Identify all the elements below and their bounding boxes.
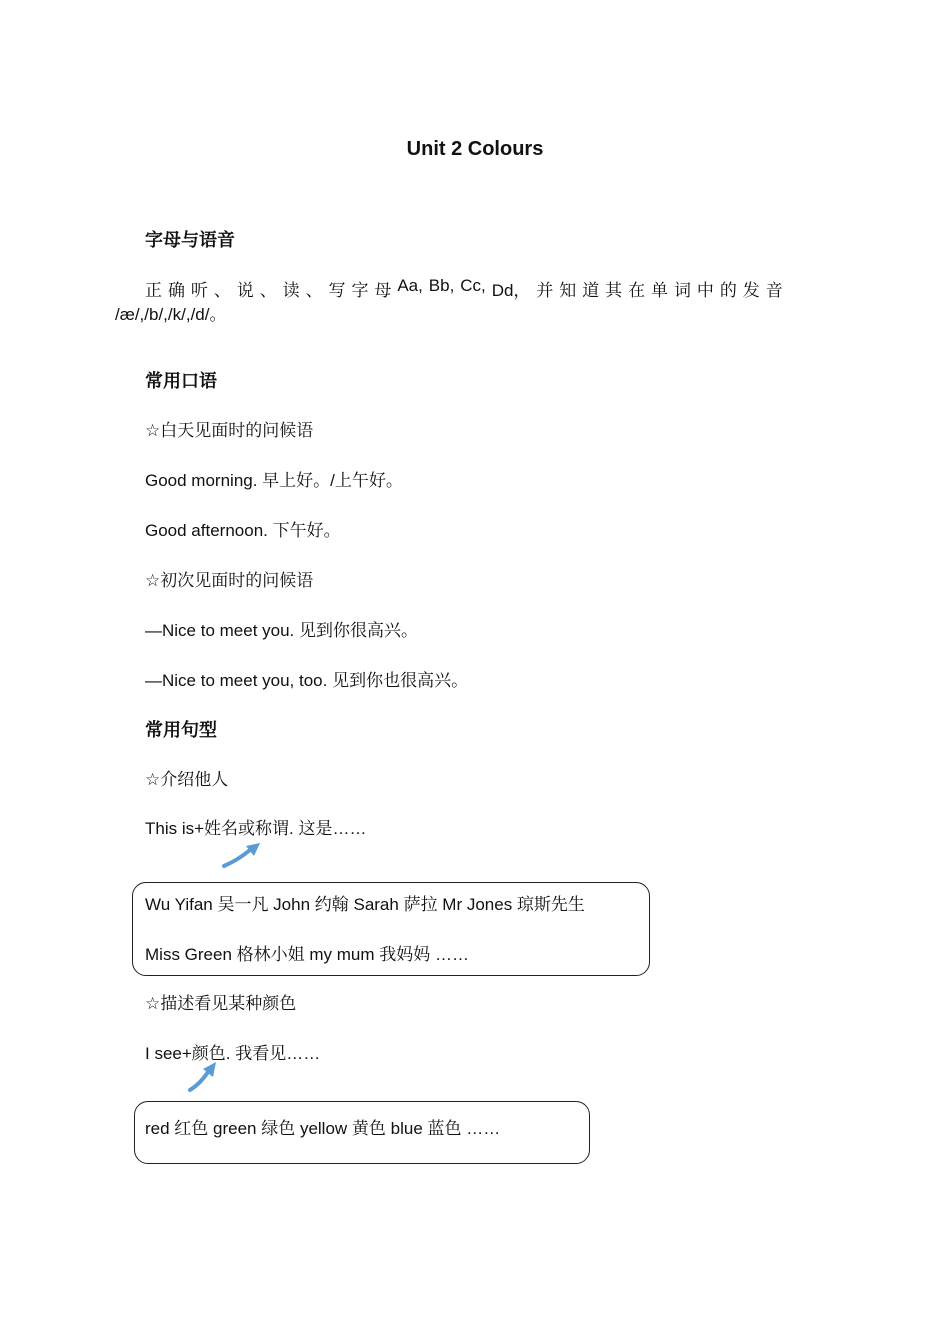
oral-star-daytime: ☆白天见面时的问候语	[145, 421, 314, 440]
letters-line-1-token: 母	[374, 281, 392, 300]
letters-line-1-token: 知	[559, 281, 577, 300]
pattern-see: I see+颜色. 我看见……	[145, 1044, 321, 1063]
letters-line-1-token: 中	[696, 281, 714, 300]
letters-line-1-token: 说	[236, 281, 254, 300]
letters-line-1-token: 音	[765, 281, 783, 300]
letters-line-1-token: 字	[351, 281, 369, 300]
patterns-star-colour: ☆描述看见某种颜色	[145, 994, 297, 1013]
letters-line-1-token: Bb,	[428, 276, 455, 295]
letters-line-1-token: 在	[628, 281, 646, 300]
colours-line: red 红色 green 绿色 yellow 黄色 blue 蓝色 ……	[145, 1119, 501, 1138]
greeting-afternoon: Good afternoon. 下午好。	[145, 521, 341, 540]
names-line-2: Miss Green 格林小姐 my mum 我妈妈 ……	[145, 945, 469, 964]
letters-line-1-token: Dd，	[491, 281, 531, 300]
meet-line-1: —Nice to meet you. 见到你很高兴。	[145, 621, 419, 640]
letters-line-1-token: 听	[190, 281, 208, 300]
curved-arrow-icon	[220, 840, 264, 870]
letters-line-1-token: 、	[259, 281, 277, 300]
section-heading-letters: 字母与语音	[145, 230, 235, 250]
letters-line-2: /æ/,/b/,/k/,/d/。	[115, 305, 227, 324]
meet-line-2: —Nice to meet you, too. 见到你也很高兴。	[145, 671, 469, 690]
letters-line-1-token: 确	[167, 281, 185, 300]
section-heading-oral: 常用口语	[145, 371, 217, 391]
names-line-1: Wu Yifan 吴一凡 John 约翰 Sarah 萨拉 Mr Jones 琼斯先生	[145, 895, 585, 914]
letters-line-1-token: 并	[536, 281, 554, 300]
letters-line-1-token: 写	[328, 281, 346, 300]
letters-line-1-token: 读	[282, 281, 300, 300]
pattern-introduce: This is+姓名或称谓. 这是……	[145, 819, 367, 838]
letters-line-1-token: 正	[145, 281, 162, 300]
letters-line-1-token: Cc,	[460, 276, 486, 295]
page-title: Unit 2 Colours	[406, 138, 544, 160]
greeting-morning: Good morning. 早上好。/上午好。	[145, 471, 403, 490]
letters-line-1-token: 道	[582, 281, 600, 300]
letters-line-1-token: 词	[673, 281, 691, 300]
oral-star-first-meet: ☆初次见面时的问候语	[145, 571, 314, 590]
section-heading-patterns: 常用句型	[145, 720, 217, 740]
curved-arrow-icon	[186, 1060, 222, 1094]
letters-line-1	[145, 276, 783, 301]
letters-line-1-token: 单	[651, 281, 669, 300]
letters-line-1-token: 的	[719, 281, 737, 300]
letters-line-1-token: 其	[605, 281, 623, 300]
letters-line-1-token: Aa,	[397, 276, 423, 295]
patterns-star-introduce: ☆介绍他人	[145, 770, 229, 789]
letters-line-1-token: 发	[742, 281, 760, 300]
letters-line-1-token: 、	[213, 281, 231, 300]
letters-line-1-token: 、	[305, 281, 323, 300]
